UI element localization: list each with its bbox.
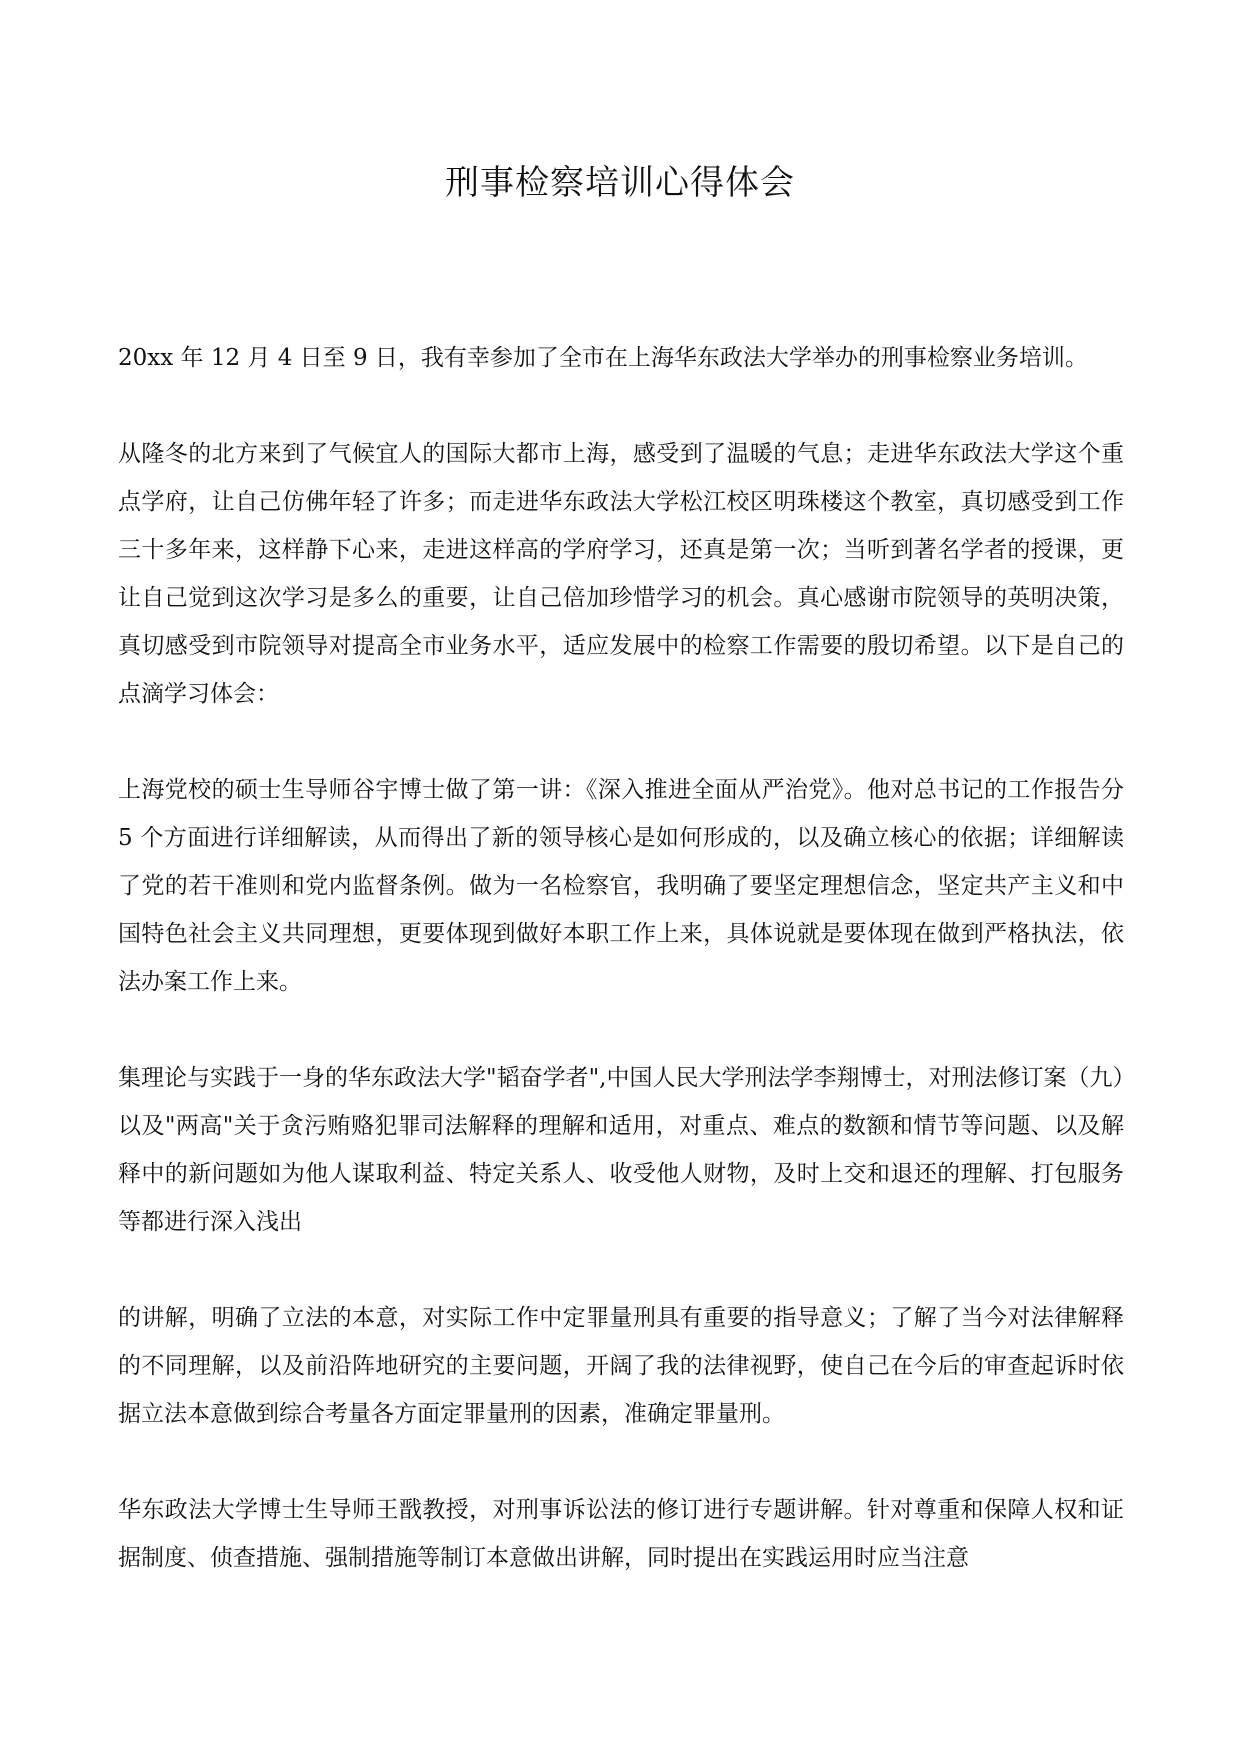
paragraph-lecture-2-continued: 的讲解，明确了立法的本意，对实际工作中定罪量刑具有重要的指导意义；了解了当今对法律解释的不同理解，以及前沿阵地研究的主要问题，开阔了我的法律视野，使自己在今后的审查起诉时依据立法本意做到综合考量各方面定罪量刑的因素，准确定罪量刑。 [118,1305,1124,1427]
document-body [118,334,1124,1582]
paragraph-intro: 20xx 年 12 月 4 日至 9 日，我有幸参加了全市在上海华东政法大学举办的刑事检察业务培训。 [118,345,1088,371]
document-title: 刑事检察培训心得体会 [445,163,795,203]
paragraph-lecture-2: 集理论与实践于一身的华东政法大学"韬奋学者",中国人民大学刑法学李翔博士，对刑法修订案（九）以及"两高"关于贪污贿赂犯罪司法解释的理解和适用，对重点、难点的数额和情节等问题、以及解释中的新问题如为他人谋取利益、特定关系人、收受他人财物，及时上交和退还的理解、打包服务等都进行深入浅出 [118,1065,1124,1235]
paragraph-lecture-1: 上海党校的硕士生导师谷宇博士做了第一讲：《深入推进全面从严治党》。他对总书记的工作报告分 5 个方面进行详细解读，从而得出了新的领导核心是如何形成的，以及确立核心的依据；详细解读了党的若干准则和党内监督条例。做为一名检察官，我明确了要坚定理想信念，坚定共产主义和中国特色社会主义共同理想，更要体现到做好本职工作上来，具体说就是要体现在做到严格执法，依法办案工作上来。 [118,777,1124,995]
paragraph-arrival: 从隆冬的北方来到了气候宜人的国际大都市上海，感受到了温暖的气息；走进华东政法大学这个重点学府，让自己仿佛年轻了许多；而走进华东政法大学松江校区明珠楼这个教室，真切感受到工作三十多年来，这样静下心来，走进这样高的学府学习，还真是第一次；当听到著名学者的授课，更让自己觉到这次学习是多么的重要，让自己倍加珍惜学习的机会。真心感谢市院领导的英明决策，真切感受到市院领导对提高全市业务水平，适应发展中的检察工作需要的殷切希望。以下是自己的点滴学习体会： [118,441,1124,707]
paragraph-lecture-3: 华东政法大学博士生导师王戬教授，对刑事诉讼法的修订进行专题讲解。针对尊重和保障人权和证据制度、侦查措施、强制措施等制订本意做出讲解，同时提出在实践运用时应当注意 [118,1497,1124,1571]
